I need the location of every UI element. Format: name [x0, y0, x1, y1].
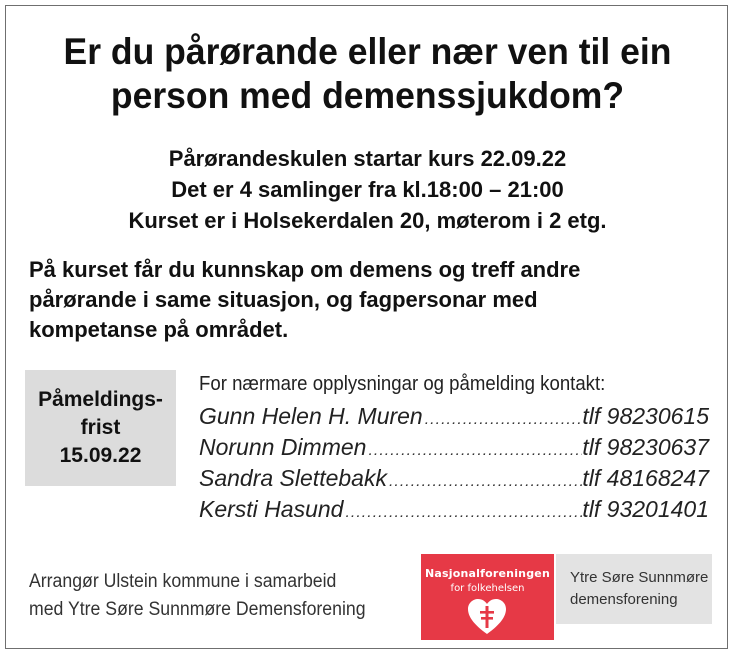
contact-row	[199, 496, 709, 527]
contact-list	[199, 403, 709, 527]
contact-title: For nærmare opplysningar og påmelding kontakt:	[199, 373, 606, 395]
nasjonalforeningen-logo	[421, 554, 554, 640]
course-description	[29, 255, 719, 345]
deadline-date: 15.09.22	[59, 444, 142, 467]
contact-row	[199, 434, 709, 465]
course-location: Kurset er i Holsekerdalen 20, møterom i 2 etg.	[128, 208, 607, 233]
contact-name: Norunn Dimmen	[199, 434, 367, 460]
organizer-line-1: Arrangør Ulstein kommune i samarbeid	[29, 571, 337, 592]
leader-dots	[343, 504, 582, 522]
nasjonalforeningen-subtitle: for folkehelsen	[450, 583, 525, 594]
description-line-1: På kurset får du kunnskap om demens og treff andre	[29, 257, 581, 282]
headline	[15, 30, 721, 118]
description-line-2: pårørande i same situasjon, og fagpersonar med	[29, 287, 538, 312]
contact-name: Gunn Helen H. Muren	[199, 403, 423, 429]
contact-name: Sandra Slettebakk	[199, 465, 387, 491]
deadline-label-2: frist	[80, 416, 121, 439]
course-start: Pårørandeskulen startar kurs 22.09.22	[168, 146, 567, 171]
heart-cross-icon	[467, 598, 507, 636]
registration-deadline-box	[25, 370, 176, 486]
organizer-line-2: med Ytre Søre Sunnmøre Demensforening	[29, 599, 366, 620]
leader-dots	[366, 442, 582, 460]
contact-phone: tlf 93201401	[582, 496, 709, 522]
contact-phone: tlf 98230637	[582, 434, 709, 460]
leader-dots	[423, 411, 583, 429]
ysd-logo-line-1: Ytre Søre Sunnmøre	[570, 569, 709, 586]
organizer-text	[29, 568, 366, 624]
deadline-label-1: Påmeldings-	[38, 388, 163, 411]
description-line-3: kompetanse på området.	[29, 317, 289, 342]
course-info	[0, 143, 735, 236]
contact-phone: tlf 98230615	[582, 403, 709, 429]
ysd-logo-line-2: demensforening	[570, 591, 678, 608]
headline-line-1: Er du pårørande eller nær ven til ein	[63, 31, 672, 72]
ysd-demensforening-logo	[556, 554, 712, 624]
headline-line-2: person med demenssjukdom?	[110, 75, 625, 116]
course-sessions: Det er 4 samlinger fra kl.18:00 – 21:00	[171, 177, 564, 202]
leader-dots	[387, 473, 582, 491]
nasjonalforeningen-name: Nasjonalforeningen	[425, 567, 550, 580]
contact-name: Kersti Hasund	[199, 496, 344, 522]
contact-phone: tlf 48168247	[582, 465, 709, 491]
contact-row	[199, 465, 709, 496]
contact-row	[199, 403, 709, 434]
